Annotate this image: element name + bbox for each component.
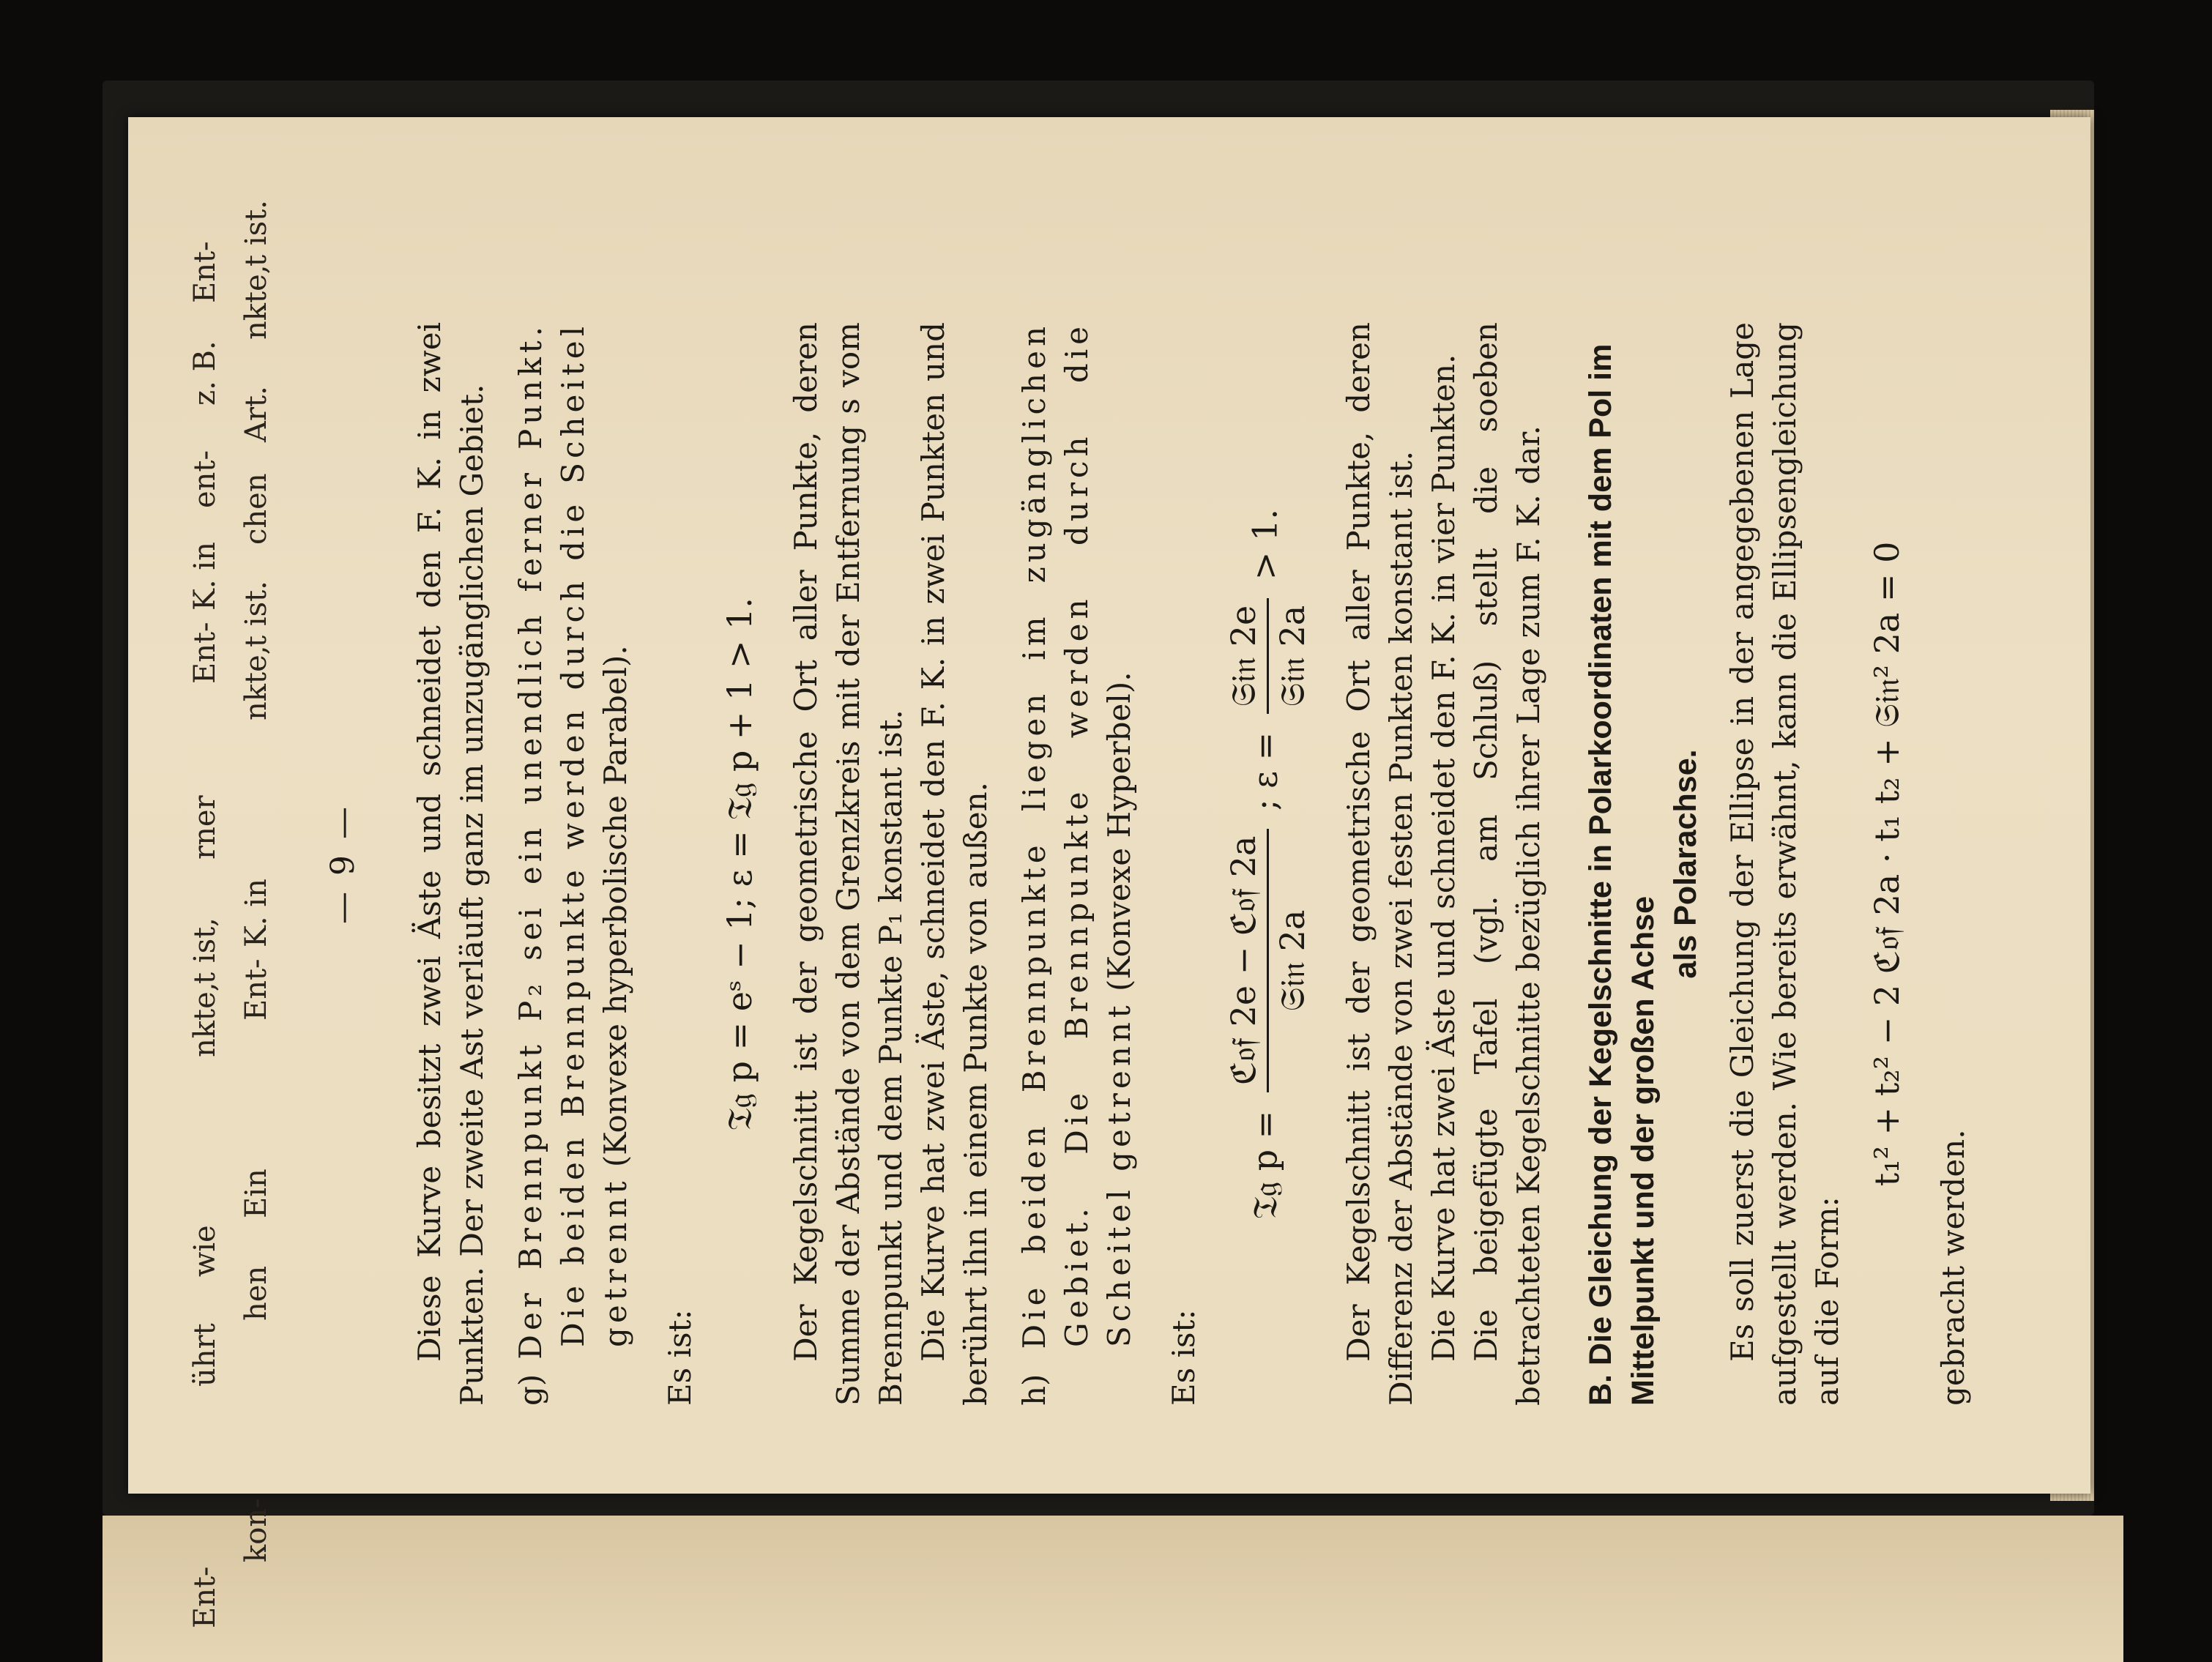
numerator: ℭ𝔬𝔣 2e − ℭ𝔬𝔣 2a — [1220, 829, 1269, 1093]
facing-fragment: Ent- — [239, 958, 273, 1021]
facing-fragment: K. in — [239, 879, 273, 947]
list-item-g — [510, 322, 637, 1406]
facing-fragment: Ent- — [188, 1566, 222, 1628]
facing-fragment: t ist, — [188, 917, 222, 984]
paragraph: Die beigefügte Tafel (vgl. am Schluß) stellt die soeben betrachteten Kegelschnitte bezüglich ihrer Lage zum F. K. dar. — [1468, 322, 1546, 1406]
facing-fragment: nkte, — [188, 982, 222, 1057]
facing-fragment: wie — [188, 1225, 222, 1277]
paragraph: Die Kurve hat zwei Äste und schneidet den F. K. in vier Punkten. — [1426, 354, 1461, 1362]
formula-mid: ; ε = — [1245, 731, 1285, 810]
facing-fragment: Ent- — [188, 241, 222, 303]
item-spaced-text: Der Brennpunkt P₂ sei ein unendlich ferner Punkt. Die beiden Brennpunkte werden durch die Scheitel getrennt — [513, 322, 633, 1360]
paragraph: Diese Kurve besitzt zwei Äste und schneidet den F. K. in zwei Punkten. Der zweite Ast verläuft ganz im unzugänglichen Gebiet. — [412, 322, 490, 1406]
facing-fragment: Art. — [239, 386, 273, 442]
paragraph: Die Kurve hat zwei Äste, schneidet den F. K. in zwei Punkten und berührt ihn in einem Punkte von außen. — [915, 322, 994, 1406]
list-item-h — [1013, 322, 1141, 1406]
paragraph: Der Kegelschnitt ist der geometrische Ort aller Punkte, deren Differenz der Abstände von zwei festen Punkten konstant ist. — [1341, 322, 1419, 1406]
item-label: g) — [513, 1374, 548, 1406]
denominator: 𝔖𝔦𝔫 2a — [1273, 605, 1312, 707]
facing-page — [103, 1516, 2123, 1662]
formula-3: t₁² + t₂² − 2 ℭ𝔬𝔣 2a · t₁ t₂ + 𝔖𝔦𝔫² 2a = 0 — [1867, 541, 1907, 1187]
facing-fragment: chen — [239, 473, 273, 545]
item-text: (Konvexe Hyperbel). — [1101, 671, 1137, 991]
fraction-1 — [1220, 829, 1316, 1093]
paragraph: gebracht werden. — [1935, 1129, 1971, 1406]
page-number: — 9 — — [324, 804, 362, 924]
item-text: (Konvexe hyperbolische Parabel). — [597, 645, 633, 1168]
formula-1: 𝔗𝔤 p = eˢ − 1; ε = 𝔗𝔤 p + 1 > 1. — [720, 597, 759, 1131]
facing-fragment: ührt — [188, 1323, 222, 1387]
heading-line-1: B. Die Gleichung der Kegelschnitte in Polarkoordinaten mit dem Pol im Mittelpunkt und der großen Achse — [1583, 343, 1661, 1406]
es-ist-label: Es ist: — [1166, 1309, 1202, 1406]
facing-fragment: hen — [239, 1265, 273, 1321]
facing-fragment: t ist. — [239, 581, 273, 647]
facing-fragment: nkte, — [239, 645, 273, 720]
facing-fragment: z. B. — [188, 340, 222, 406]
facing-fragment: t ist. — [239, 200, 273, 267]
facing-fragment: Ent- — [188, 622, 222, 684]
page-text — [322, 322, 1971, 1406]
paragraph: Der Kegelschnitt ist der geometrische Ort aller Punkte, deren Summe der Abstände von dem Grenzkreis mit der Entfernung s vom Brennpunkt und dem Punkte P₁ konstant ist. — [788, 322, 909, 1406]
numerator: 𝔖𝔦𝔫 2e — [1220, 598, 1269, 715]
facing-page-text — [168, 200, 315, 1628]
facing-fragment: K. in — [188, 542, 222, 611]
facing-fragment: kon- — [239, 1498, 273, 1562]
paragraph: Es soll zuerst die Gleichung der Ellipse in der angegebenen Lage aufgestellt werden. Wie bereits erwähnt, kann die Ellipsengleichung auf die Form: — [1724, 322, 1845, 1406]
denominator: 𝔖𝔦𝔫 2a — [1273, 909, 1312, 1012]
fraction-2 — [1220, 598, 1316, 715]
section-heading — [1579, 322, 1707, 1406]
item-spaced-text: Die beiden Brennpunkte liegen im zugänglichen Gebiet. Die Brennpunkte werden durch die Scheitel getrennt — [1016, 322, 1137, 1349]
formula-2 — [1220, 322, 1316, 1406]
facing-fragment: rner — [188, 795, 222, 860]
formula-rhs: > 1. — [1245, 509, 1285, 581]
es-ist-label: Es ist: — [662, 1309, 698, 1406]
facing-fragment: ent- — [188, 450, 222, 508]
facing-fragment: Ein — [239, 1169, 273, 1218]
facing-fragment: nkte, — [239, 264, 273, 340]
formula-lhs: 𝔗𝔤 p = — [1245, 1110, 1285, 1220]
item-label: h) — [1016, 1374, 1052, 1406]
heading-line-2: als Polarachse. — [1668, 749, 1703, 979]
